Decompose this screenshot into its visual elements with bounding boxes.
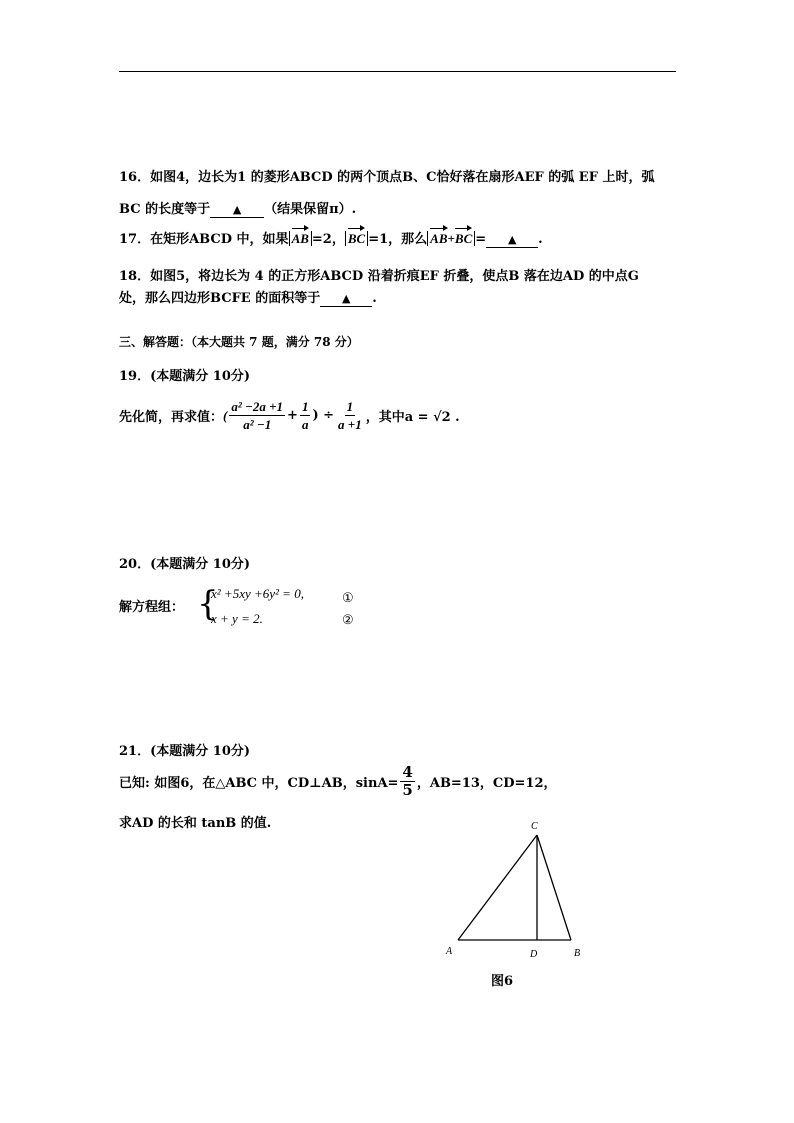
q19-fraction-2	[300, 398, 311, 433]
q19-fraction-1	[229, 398, 285, 433]
q19-title: 19．(本题满分 10分)	[119, 369, 251, 384]
q21-line1-pre: 已知: 如图6，在△ABC 中，CD⊥AB，sinA=	[119, 776, 399, 791]
q17-abs-bc	[345, 231, 368, 246]
q16-line1: 16．如图4，边长为1 的菱形ABCD 的两个顶点B、C恰好落在扇形AEF 的弧 EF 上时，弧	[119, 170, 655, 185]
q17-abs-ab	[289, 231, 312, 246]
q17-abs-sum	[427, 231, 475, 246]
q19-expression	[119, 398, 460, 433]
header-rule	[119, 71, 676, 72]
q17-sum-plus: +	[447, 231, 455, 246]
q20-title: 20．(本题满分 10分)	[119, 557, 251, 572]
q17-eq: =	[475, 232, 487, 247]
q16-line2-pre: BC 的长度等于	[119, 202, 211, 217]
q19-fraction-1-numerator: a² −2a +1	[231, 399, 284, 414]
q19-fraction-2-denominator: a	[301, 417, 309, 432]
q21-sina-fraction	[400, 764, 414, 799]
figure-label-d: D	[530, 949, 538, 960]
q21-line2: 求AD 的长和 tanB 的值.	[119, 816, 272, 831]
q17-eq2: =2，	[311, 232, 345, 247]
q20-equation-1: x² +5xy +6y² = 0,	[211, 586, 304, 601]
triangle-side-ac	[458, 835, 537, 940]
figure-label-c: C	[531, 821, 538, 832]
q17-sum-vector-ab: AB	[430, 231, 448, 246]
q20-mark-1: ①	[342, 591, 354, 606]
q20-equation-2: x + y = 2.	[211, 611, 263, 626]
figure-6-caption: 图6	[491, 974, 514, 989]
section-3-heading: 三、解答题：（本大题共 7 题，满分 78 分）	[119, 335, 359, 349]
q20-left-brace: {	[197, 584, 219, 624]
q17-pre: 17．在矩形ABCD 中，如果	[119, 232, 289, 247]
q21-title: 21．(本题满分 10分)	[119, 744, 251, 759]
q17-line	[119, 228, 543, 248]
triangle-side-bc	[537, 835, 571, 940]
q17-sum-vector-bc: BC	[454, 231, 473, 246]
figure-label-a: A	[446, 946, 453, 957]
q21-sina-numerator: 4	[402, 763, 413, 781]
q21-sina-denominator: 5	[402, 781, 413, 799]
q18-line2-post: .	[372, 291, 377, 306]
q17-answer-blank	[486, 232, 538, 248]
q16-line2	[119, 198, 356, 218]
q17-vector-ab: AB	[291, 231, 309, 246]
q18-answer-mark: ▲	[342, 292, 351, 305]
q17-vector-bc: BC	[347, 231, 366, 246]
q18-line2-pre: 处，那么四边形BCFE 的面积等于	[119, 291, 321, 306]
q16-answer-mark: ▲	[232, 203, 242, 216]
q17-post: .	[538, 232, 543, 247]
q19-fraction-3-numerator: 1	[346, 399, 354, 414]
q19-open-paren: (	[223, 407, 228, 423]
q19-post: ，其中a = √2 .	[365, 410, 460, 425]
q19-fraction-1-denominator: a² −1	[243, 417, 272, 432]
q19-plus: +	[287, 408, 298, 423]
q19-fraction-3-denominator: a +1	[338, 417, 362, 432]
q16-answer-blank	[210, 202, 264, 218]
q20-pre: 解方程组：	[119, 600, 185, 615]
q19-fraction-2-numerator: 1	[301, 399, 309, 414]
figure-6-triangle	[440, 815, 600, 965]
q17-eq1: =1，那么	[368, 232, 428, 247]
q17-answer-mark: ▲	[507, 233, 517, 246]
q21-line1	[119, 764, 557, 799]
q21-line1-post: ，AB=13，CD=12，	[416, 776, 557, 791]
q19-close-divide: ) ÷	[312, 408, 335, 423]
q18-line1: 18．如图5，将边长为 4 的正方形ABCD 沿着折痕EF 折叠，使点B 落在边AD 的中点G	[119, 269, 639, 284]
q16-line2-post: （结果保留π）.	[264, 202, 357, 217]
q18-line2	[119, 287, 377, 307]
q19-fraction-3	[336, 398, 364, 433]
q20-mark-2: ②	[342, 613, 354, 628]
figure-label-b: B	[574, 948, 581, 959]
q18-answer-blank	[320, 291, 372, 307]
q19-pre: 先化简，再求值：	[119, 410, 224, 425]
